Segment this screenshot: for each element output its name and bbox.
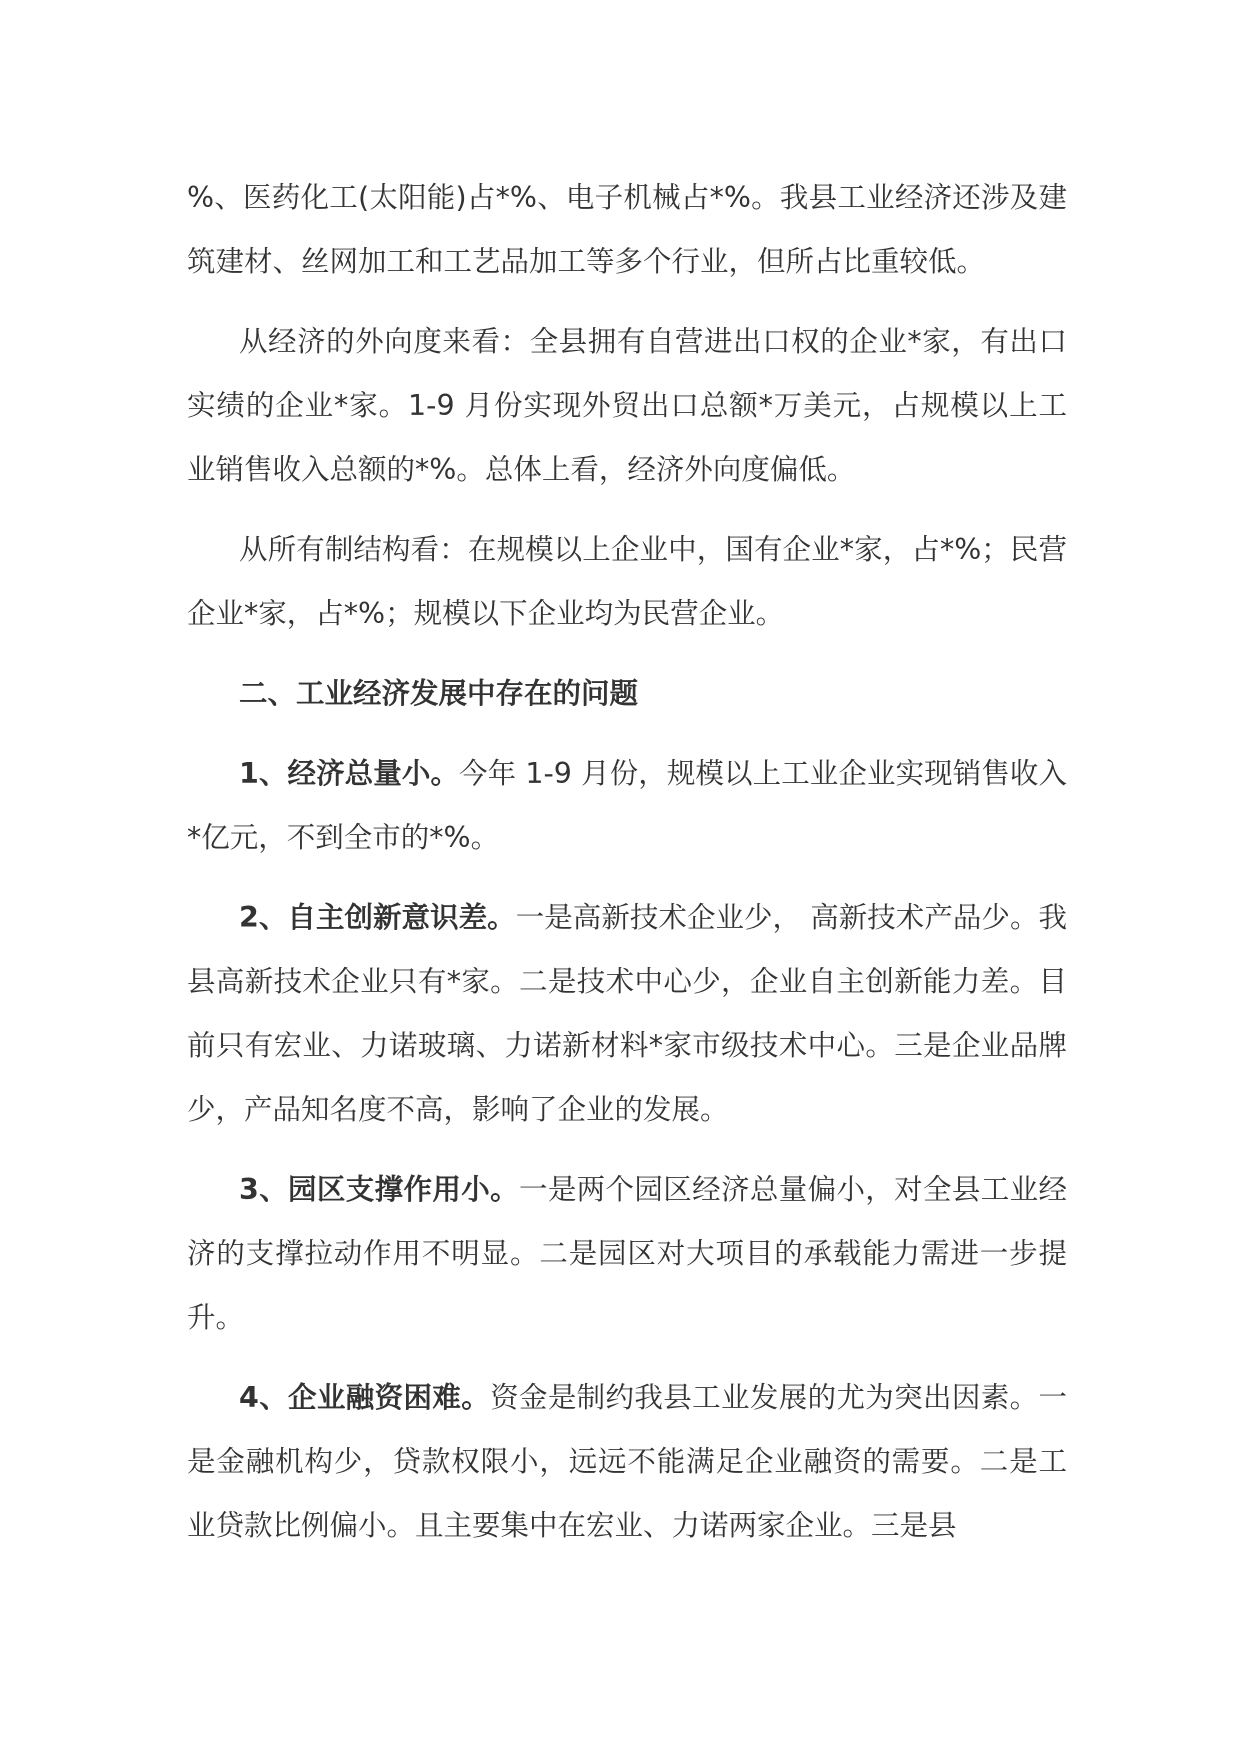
paragraph-industry-structure: [187, 166, 1067, 294]
paragraph-text: %、医药化工(太阳能)占*%、电子机械占*%。我县工业经济还涉及建筑建材、丝网加工和工艺品加工等多个行业，但所占比重较低。: [187, 181, 1067, 278]
paragraph-text: 从经济的外向度来看：全县拥有自营进出口权的企业*家，有出口实绩的企业*家。1-9 月份实现外贸出口总额*万美元，占规模以上工业销售收入总额的*%。总体上看，经济外向度偏低。: [187, 325, 1067, 486]
problem-lead: 3、园区支撑作用小。: [239, 1173, 519, 1206]
paragraph-problem-3: [187, 1158, 1067, 1350]
paragraph-text: 一是两个园区经济总量偏小，对全县工业经济的支撑拉动作用不明显。二是园区对大项目的承载能力需进一步提升。: [187, 1173, 1067, 1334]
problem-lead: 2、自主创新意识差。: [239, 901, 516, 934]
paragraph-text: 今年 1-9 月份，规模以上工业企业实现销售收入*亿元，不到全市的*%。: [187, 757, 1067, 854]
document-body: [187, 166, 1067, 1574]
paragraph-text: 从所有制结构看：在规模以上企业中，国有企业*家，占*%；民营企业*家，占*%；规模以下企业均为民营企业。: [187, 533, 1067, 630]
problem-lead: 4、企业融资困难。: [239, 1381, 491, 1414]
problem-lead: 1、经济总量小。: [239, 757, 460, 790]
paragraph-problem-1: [187, 742, 1067, 870]
paragraph-text: 一是高新技术企业少， 高新技术产品少。我县高新技术企业只有*家。二是技术中心少，企业自主创新能力差。目前只有宏业、力诺玻璃、力诺新材料*家市级技术中心。三是企业品牌少，产品知名度不高，影响了企业的发展。: [187, 901, 1067, 1126]
paragraph-problem-4: [187, 1366, 1067, 1558]
paragraph-problem-2: [187, 886, 1067, 1142]
section-heading-problems: [187, 662, 1067, 726]
paragraph-export-orientation: [187, 310, 1067, 502]
section-heading-text: 二、工业经济发展中存在的问题: [239, 677, 639, 710]
paragraph-ownership-structure: [187, 518, 1067, 646]
paragraph-text: 资金是制约我县工业发展的尤为突出因素。一是金融机构少，贷款权限小，远远不能满足企业融资的需要。二是工业贷款比例偏小。且主要集中在宏业、力诺两家企业。三是县: [187, 1381, 1067, 1542]
